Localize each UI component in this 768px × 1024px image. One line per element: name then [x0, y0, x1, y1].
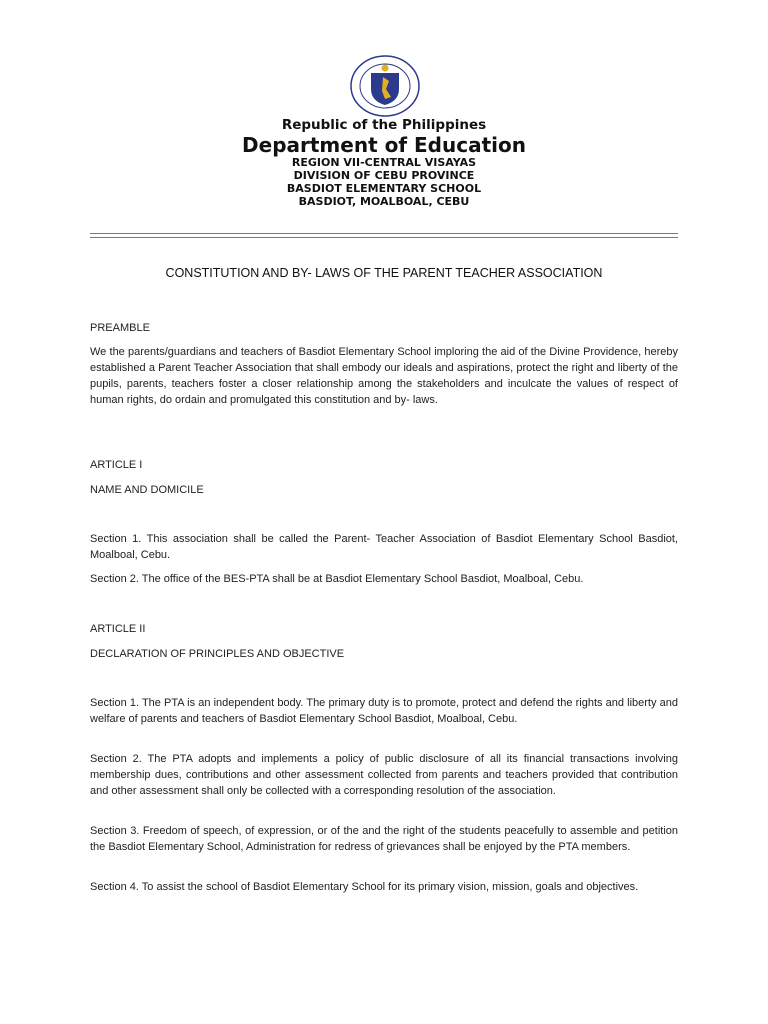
- article-2-section-1: Section 1. The PTA is an independent body. The primary duty is to promote, protect and defend the rights and liberty and welfare of parents and teachers of Basdiot Elementary School Basdiot, Moalboal, Cebu.: [90, 697, 678, 725]
- article-2-section-2: Section 2. The PTA adopts and implements a policy of public disclosure of all its financial transactions involving membership dues, contributions and other assessment collected from parents and teachers provided that contribution and other assessment shall only be collected with a corresponding resolution of the association.: [90, 753, 678, 797]
- article-2-heading: DECLARATION OF PRINCIPLES AND OBJECTIVE: [90, 648, 345, 660]
- address-line: BASDIOT, MOALBOAL, CEBU: [298, 195, 470, 208]
- division-line: DIVISION OF CEBU PROVINCE: [293, 169, 475, 182]
- preamble-paragraph: We the parents/guardians and teachers of Basdiot Elementary School imploring the aid of the Divine Providence, hereby established a Parent Teacher Association that shall embody our ideals and aspirations, protect the right and liberty of the pupils, parents, teachers foster a closer relationship among the stakeholders and inculcate the values of respect of human rights, do ordain and promulgated this constitution and by- laws.: [90, 346, 678, 406]
- article-1-heading: NAME AND DOMICILE: [90, 484, 204, 496]
- preamble-heading: PREAMBLE: [90, 322, 150, 334]
- deped-seal-logo: [349, 55, 421, 117]
- republic-line: Republic of the Philippines: [281, 117, 487, 133]
- article-2-section-4: Section 4. To assist the school of Basdiot Elementary School for its primary vision, mission, goals and objectives.: [90, 881, 639, 893]
- region-line: REGION VII-CENTRAL VISAYAS: [291, 156, 477, 169]
- article-1-label: ARTICLE I: [90, 459, 143, 471]
- school-line: BASDIOT ELEMENTARY SCHOOL: [286, 182, 482, 195]
- article-2-label: ARTICLE II: [90, 623, 146, 635]
- article-1-section-1: Section 1. This association shall be called the Parent- Teacher Association of Basdiot Elementary School Basdiot, Moalboal, Cebu.: [90, 533, 678, 561]
- divider-rule-top: [90, 233, 678, 234]
- divider-rule-bottom: [90, 237, 678, 238]
- article-2-section-3: Section 3. Freedom of speech, of expression, or of the and the right of the students peacefully to assemble and petition the Basdiot Elementary School, Administration for redress of grievances shall be enjoyed by the PTA members.: [90, 825, 678, 853]
- article-1-section-2: Section 2. The office of the BES-PTA shall be at Basdiot Elementary School Basdiot, Moalboal, Cebu.: [90, 573, 584, 585]
- document-title: CONSTITUTION AND BY- LAWS OF THE PARENT TEACHER ASSOCIATION: [165, 266, 603, 280]
- department-title: Department of Education: [242, 133, 526, 157]
